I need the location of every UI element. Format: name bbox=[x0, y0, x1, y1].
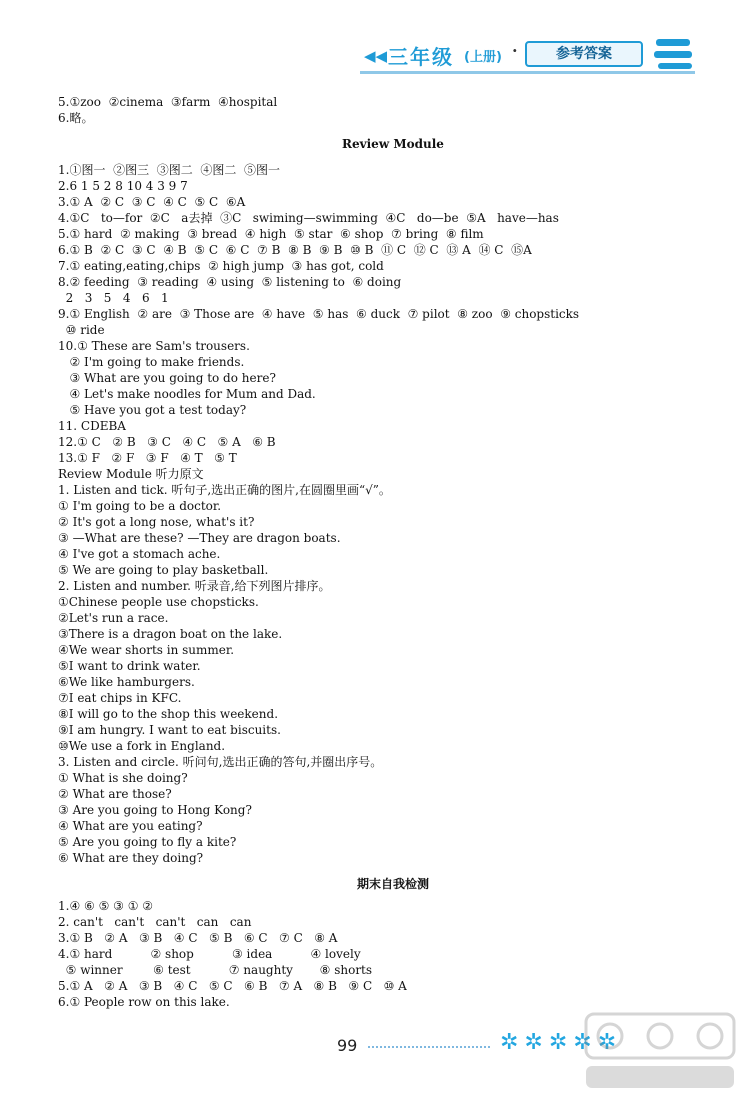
section-title: 期末自我检测 bbox=[356, 877, 429, 891]
answer-line: ① I'm going to be a doctor. bbox=[58, 499, 222, 513]
answer-line: 12.① C ② B ③ C ④ C ⑤ A ⑥ B bbox=[58, 435, 276, 449]
answer-line: 1.④ ⑥ ⑤ ③ ① ② bbox=[58, 899, 154, 913]
answer-line: ⑨I am hungry. I want to eat biscuits. bbox=[58, 723, 281, 737]
footer-dotted-rule bbox=[368, 1046, 490, 1048]
footer-stars-decoration: ✲✲✲✲✲ bbox=[500, 1030, 623, 1055]
answer-line: 6.① People row on this lake. bbox=[58, 995, 230, 1009]
answer-line: ② What are those? bbox=[58, 787, 172, 801]
answer-line: ③ —What are these? —They are dragon boats. bbox=[58, 531, 341, 545]
answer-line: Review Module 听力原文 bbox=[58, 467, 204, 481]
spacer bbox=[58, 152, 718, 162]
answer-line: ⑦I eat chips in KFC. bbox=[58, 691, 182, 705]
grade-label: 三年级 bbox=[388, 45, 454, 69]
answer-line: 3.① B ② A ③ B ④ C ⑤ B ⑥ C ⑦ C ⑧ A bbox=[58, 931, 338, 945]
answer-line: ② I'm going to make friends. bbox=[58, 355, 245, 369]
answer-line: 7.① eating,eating,chips ② high jump ③ has got, cold bbox=[58, 259, 384, 273]
answer-line: ② It's got a long nose, what's it? bbox=[58, 515, 255, 529]
answer-content bbox=[58, 94, 718, 1010]
answer-line: 8.② feeding ③ reading ④ using ⑤ listening to ⑥ doing bbox=[58, 275, 402, 289]
answer-line: 11. CDEBA bbox=[58, 419, 126, 433]
answer-line: ① What is she doing? bbox=[58, 771, 188, 785]
answer-line: 1.①图一 ②图三 ③图二 ④图二 ⑤图一 bbox=[58, 163, 280, 177]
page-header bbox=[360, 35, 700, 80]
answer-line: ⑤ Are you going to fly a kite? bbox=[58, 835, 237, 849]
answer-line: ③There is a dragon boat on the lake. bbox=[58, 627, 283, 641]
answer-line: 3.① A ② C ③ C ④ C ⑤ C ⑥A bbox=[58, 195, 246, 209]
answer-line: ⑤ We are going to play basketball. bbox=[58, 563, 269, 577]
answer-line: 1. Listen and tick. 听句子,选出正确的图片,在圆圈里画“√”。 bbox=[58, 483, 391, 497]
answer-line: 3. Listen and circle. 听问句,选出正确的答句,并圈出序号。 bbox=[58, 755, 383, 769]
answer-line: ④ I've got a stomach ache. bbox=[58, 547, 221, 561]
answer-line: 5.①zoo ②cinema ③farm ④hospital bbox=[58, 95, 278, 109]
answer-line: ⑧I will go to the shop this weekend. bbox=[58, 707, 279, 721]
answer-line: ⑤ winner ⑥ test ⑦ naughty ⑧ shorts bbox=[58, 963, 373, 977]
watermark-logo bbox=[580, 1008, 740, 1094]
answer-line: ③ Are you going to Hong Kong? bbox=[58, 803, 252, 817]
answer-line: 5.① hard ② making ③ bread ④ high ⑤ star ⑥ shop ⑦ bring ⑧ film bbox=[58, 227, 484, 241]
answer-line: ⑩ ride bbox=[58, 323, 105, 337]
answer-line: 2 3 5 4 6 1 bbox=[58, 291, 169, 305]
answer-line: ④ What are you eating? bbox=[58, 819, 203, 833]
answer-line: 2.6 1 5 2 8 10 4 3 9 7 bbox=[58, 179, 188, 193]
spacer bbox=[58, 866, 718, 876]
double-arrow-left-icon: ◀◀ bbox=[364, 47, 388, 65]
answer-line: 4.① hard ② shop ③ idea ④ lovely bbox=[58, 947, 361, 961]
term-label: (上册) bbox=[464, 50, 502, 65]
answer-line: ④ Let's make noodles for Mum and Dad. bbox=[58, 387, 316, 401]
answer-line: ③ What are you going to do here? bbox=[58, 371, 276, 385]
answer-line: ⑤I want to drink water. bbox=[58, 659, 201, 673]
grade-logo-icon bbox=[652, 35, 696, 73]
answer-line: 2. can't can't can't can can bbox=[58, 915, 252, 929]
answer-line: ②Let's run a race. bbox=[58, 611, 169, 625]
answer-line: ⑥We like hamburgers. bbox=[58, 675, 195, 689]
section-title: Review Module bbox=[342, 137, 444, 151]
answer-line: ④We wear shorts in summer. bbox=[58, 643, 235, 657]
spacer bbox=[58, 126, 718, 136]
answers-label: 参考答案 bbox=[525, 41, 643, 67]
answer-line: ⑤ Have you got a test today? bbox=[58, 403, 247, 417]
answer-line: 4.①C to—for ②C a去掉 ③C swiming—swimming ④C do—be ⑤A have—has bbox=[58, 211, 559, 225]
header-rule bbox=[360, 71, 695, 74]
answer-line: 6.① B ② C ③ C ④ B ⑤ C ⑥ C ⑦ B ⑧ B ⑨ B ⑩ B ⑪ C ⑫ C ⑬ A ⑭ C ⑮A bbox=[58, 243, 532, 257]
answer-line: ⑩We use a fork in England. bbox=[58, 739, 226, 753]
answer-line: 9.① English ② are ③ Those are ④ have ⑤ has ⑥ duck ⑦ pilot ⑧ zoo ⑨ chopsticks bbox=[58, 307, 580, 321]
answer-line: 6.略。 bbox=[58, 111, 94, 125]
answer-line: ⑥ What are they doing? bbox=[58, 851, 204, 865]
page-number: 99 bbox=[337, 1036, 358, 1055]
answer-line: 2. Listen and number. 听录音,给下列图片排序。 bbox=[58, 579, 331, 593]
answer-line: 5.① A ② A ③ B ④ C ⑤ C ⑥ B ⑦ A ⑧ B ⑨ C ⑩ A bbox=[58, 979, 407, 993]
separator-dot: · bbox=[512, 41, 518, 60]
answer-line: 10.① These are Sam's trousers. bbox=[58, 339, 250, 353]
answer-line: ①Chinese people use chopsticks. bbox=[58, 595, 259, 609]
answer-line: 13.① F ② F ③ F ④ T ⑤ T bbox=[58, 451, 237, 465]
